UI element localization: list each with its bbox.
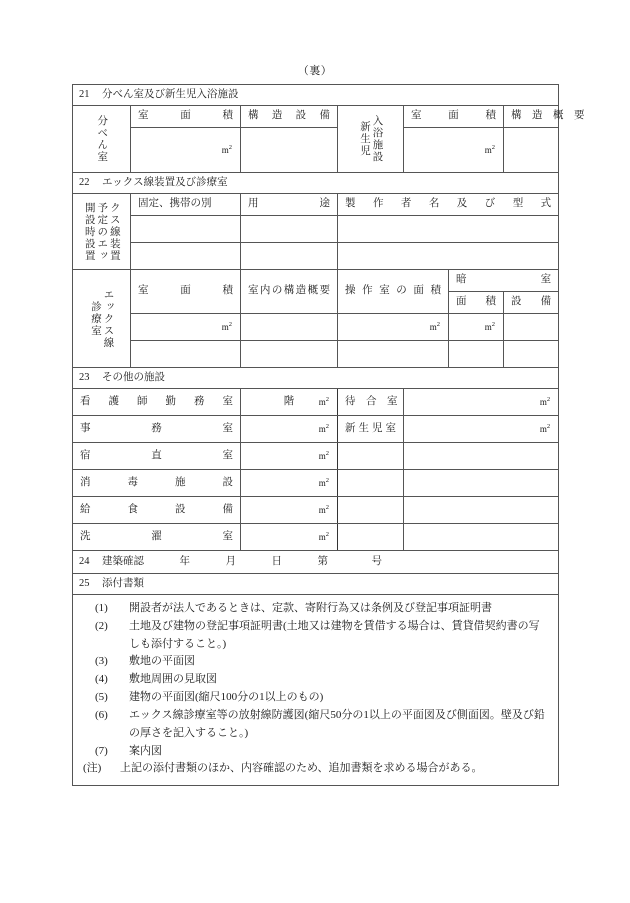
xray-device-purpose-header-left: 用 xyxy=(248,198,259,210)
planned-xray-device-label xyxy=(73,194,131,270)
xray-room-entry-row-2 xyxy=(73,341,559,368)
other-facility-value-right-4[interactable] xyxy=(404,497,559,524)
unit-sqm: $m^2$ xyxy=(484,320,495,332)
xray-control-room-area-input-2[interactable] xyxy=(338,341,449,368)
section-21-heading xyxy=(73,85,559,106)
section-25-header-row xyxy=(73,574,559,595)
other-facility-label-3: 消毒施設 xyxy=(73,470,241,497)
list-item xyxy=(83,689,548,707)
other-facility-value-0[interactable] xyxy=(241,389,338,416)
unit-sqm: $m^2$ xyxy=(539,395,551,407)
other-facility-value-3[interactable] xyxy=(241,470,338,497)
newborn-bath-label xyxy=(338,106,404,173)
other-facility-label-right-4[interactable] xyxy=(338,497,404,524)
other-facility-value-right-2[interactable] xyxy=(404,443,559,470)
other-facility-label-right-0: 待 合 室 xyxy=(338,389,404,416)
list-item xyxy=(83,618,548,654)
xray-device-maker-model-input-2[interactable] xyxy=(338,243,559,270)
attachment-note xyxy=(83,760,548,778)
xray-room-label-text-2: 診療室 xyxy=(90,300,101,337)
confirmation-number-suffix: 号 xyxy=(371,555,382,567)
attachment-note-marker: (注) xyxy=(83,762,102,775)
other-facility-label-right-2[interactable] xyxy=(338,443,404,470)
attachment-marker-1: (1) xyxy=(95,602,108,614)
confirmation-month-label: 月 xyxy=(225,555,236,567)
xray-device-purpose-input-2[interactable] xyxy=(241,243,338,270)
other-facility-label-2: 宿 直 室 xyxy=(73,443,241,470)
other-facility-label-right-5[interactable] xyxy=(338,524,404,551)
other-facility-value-5[interactable] xyxy=(241,524,338,551)
xray-room-label xyxy=(73,270,131,368)
section-24-title: 建築確認 xyxy=(102,555,144,567)
attachment-text-6: エックス線診療室等の放射線防護図(縮尺50分の1以上の平面図及び側面図。壁及び鉛の厚さを記入すること。) xyxy=(129,708,545,739)
xray-room-area-input[interactable] xyxy=(131,314,241,341)
newborn-bath-structure-input[interactable] xyxy=(504,128,559,173)
list-item xyxy=(83,600,548,618)
section-23-header-row xyxy=(73,368,559,389)
section-21-title: 分べん室及び新生児入浴施設 xyxy=(102,88,239,100)
attachment-marker-5: (5) xyxy=(95,691,108,704)
attachment-text-1: 開設者が法人であるときは、定款、寄附行為又は条例及び登記事項証明書 xyxy=(129,602,492,614)
section-25-title: 添付書類 xyxy=(102,577,144,589)
darkroom-area-input[interactable] xyxy=(449,314,504,341)
xray-room-structure-input[interactable] xyxy=(241,314,338,341)
xray-room-area-input-2[interactable] xyxy=(131,341,241,368)
xray-device-purpose-input-1[interactable] xyxy=(241,216,338,243)
building-confirmation-row[interactable] xyxy=(73,551,559,574)
other-facility-value-4[interactable] xyxy=(241,497,338,524)
attachment-text-3: 敷地の平面図 xyxy=(129,655,195,668)
xray-device-type-header: 固定、携帯の別 xyxy=(131,194,241,216)
newborn-bath-label-text-1: 入浴施設 xyxy=(371,115,383,163)
attachment-marker-2: (2) xyxy=(95,619,108,632)
section-23-title: その他の施設 xyxy=(102,371,165,383)
darkroom-group-header xyxy=(449,270,559,292)
unit-sqm: $m^2$ xyxy=(318,395,329,407)
section-21-column-header-row xyxy=(73,106,559,128)
xray-device-type-input-2[interactable] xyxy=(131,243,241,270)
unit-sqm: $m^2$ xyxy=(318,503,329,515)
xray-room-entry-row-1 xyxy=(73,314,559,341)
attachment-list xyxy=(73,595,559,786)
xray-device-entry-row-2 xyxy=(73,243,559,270)
attachment-text-7: 案内図 xyxy=(129,744,162,757)
delivery-room-label xyxy=(73,106,131,173)
other-facility-label-1: 事 務 室 xyxy=(73,416,241,443)
delivery-room-structure-header: 構 造 設 備 xyxy=(241,106,338,128)
list-item xyxy=(83,707,548,743)
section-22-number: 22 xyxy=(79,176,90,188)
darkroom-area-input-2[interactable] xyxy=(449,341,504,368)
planned-xray-device-label-text-1: クス線装置 xyxy=(108,201,120,262)
unit-sqm: $m^2$ xyxy=(539,422,551,434)
darkroom-equipment-input[interactable] xyxy=(504,314,559,341)
xray-device-entry-row-1 xyxy=(73,216,559,243)
unit-sqm: $m^2$ xyxy=(318,422,329,434)
section-21-entry-row xyxy=(73,128,559,173)
list-item xyxy=(83,743,548,761)
confirmation-year-label: 年 xyxy=(179,555,190,567)
xray-control-room-area-header: 操作室の面積 xyxy=(338,270,449,314)
attachment-marker-7: (7) xyxy=(95,744,108,757)
attachment-text-5: 建物の平面図(縮尺100分の1以上のもの) xyxy=(129,691,324,704)
other-facility-value-right-0[interactable] xyxy=(404,389,559,416)
table-row xyxy=(73,524,559,551)
xray-device-maker-model-input-1[interactable] xyxy=(338,216,559,243)
darkroom-group-header-left: 暗 xyxy=(456,274,467,286)
unit-sqm: $m^2$ xyxy=(484,143,495,155)
other-facility-value-right-3[interactable] xyxy=(404,470,559,497)
xray-room-area-header: 室 面 積 xyxy=(131,270,241,314)
section-23-number: 23 xyxy=(79,371,90,383)
unit-sqm: $m^2$ xyxy=(221,320,232,332)
section-24-number: 24 xyxy=(79,555,90,567)
attachment-text-4: 敷地周囲の見取図 xyxy=(129,673,217,686)
unit-sqm: $m^2$ xyxy=(318,449,329,461)
section-22-title: エックス線装置及び診療室 xyxy=(102,176,228,188)
unit-sqm: $m^2$ xyxy=(221,143,232,155)
xray-device-type-input-1[interactable] xyxy=(131,216,241,243)
attachment-marker-6: (6) xyxy=(95,708,108,721)
section-22-heading xyxy=(73,173,559,194)
newborn-bath-area-input[interactable] xyxy=(404,128,504,173)
delivery-room-area-input[interactable] xyxy=(131,128,241,173)
darkroom-equipment-header: 設 備 xyxy=(504,292,559,314)
confirmation-day-label: 日 xyxy=(271,555,282,567)
other-facility-label-right-3[interactable] xyxy=(338,470,404,497)
unit-sqm: $m^2$ xyxy=(318,476,329,488)
other-facility-value-1[interactable] xyxy=(241,416,338,443)
section-22-header-row xyxy=(73,173,559,194)
section-25-heading xyxy=(73,574,559,595)
planned-xray-device-label-text-2: 予定のエッ xyxy=(96,201,108,262)
darkroom-equipment-input-2[interactable] xyxy=(504,341,559,368)
newborn-bath-label-text-2: 新生児 xyxy=(359,121,370,157)
unit-sqm: $m^2$ xyxy=(429,320,440,332)
planned-xray-device-label-text-3: 開設時設置 xyxy=(83,201,95,262)
section-25-list-row xyxy=(73,595,559,786)
newborn-bath-structure-header: 構 造 概 要 xyxy=(504,106,559,128)
xray-room-structure-header: 室内の構造概要 xyxy=(241,270,338,314)
table-row xyxy=(73,497,559,524)
page-side-label: （裏） xyxy=(297,65,333,77)
facility-form-table xyxy=(72,84,585,786)
xray-device-maker-model-header: 製 作 者 名 及 び 型 式 xyxy=(338,194,559,216)
section-25-number: 25 xyxy=(79,577,90,589)
delivery-room-area-header: 室 面 積 xyxy=(131,106,241,128)
xray-room-column-header-row xyxy=(73,270,559,292)
other-facility-label-5: 洗 濯 室 xyxy=(73,524,241,551)
xray-control-room-area-input[interactable] xyxy=(338,314,449,341)
floor-label: 階 xyxy=(283,395,295,407)
table-row xyxy=(73,416,559,443)
other-facility-label-4: 給食設備 xyxy=(73,497,241,524)
table-row xyxy=(73,443,559,470)
table-row xyxy=(73,470,559,497)
section-21-header-row xyxy=(73,85,559,106)
delivery-room-structure-input[interactable] xyxy=(241,128,338,173)
darkroom-group-header-right: 室 xyxy=(540,274,552,286)
attachment-text-2: 土地及び建物の登記事項証明書(土地又は建物を賃借する場合は、賃貸借契約書の写しも添付すること。) xyxy=(129,619,540,650)
attachment-marker-4: (4) xyxy=(95,673,108,686)
newborn-bath-area-header: 室 面 積 xyxy=(404,106,504,128)
other-facility-label-right-1: 新生児室 xyxy=(338,416,404,443)
section-23-heading xyxy=(73,368,559,389)
delivery-room-label-text: 分べん室 xyxy=(96,115,108,163)
xray-device-purpose-header xyxy=(241,194,338,216)
section-24-row xyxy=(73,551,559,574)
other-facility-value-right-1[interactable] xyxy=(404,416,559,443)
unit-sqm: $m^2$ xyxy=(318,530,329,542)
other-facility-value-right-5[interactable] xyxy=(404,524,559,551)
list-item xyxy=(83,671,548,689)
table-row xyxy=(73,389,559,416)
darkroom-area-header: 面 積 xyxy=(449,292,504,314)
xray-device-column-header-row xyxy=(73,194,559,216)
xray-room-structure-input-2[interactable] xyxy=(241,341,338,368)
xray-room-label-text-1: エックス線 xyxy=(102,288,114,349)
list-item xyxy=(83,653,548,671)
other-facility-value-2[interactable] xyxy=(241,443,338,470)
confirmation-number-prefix: 第 xyxy=(317,555,328,567)
xray-device-purpose-header-right: 途 xyxy=(319,198,330,210)
other-facility-label-0: 看護師勤務室 xyxy=(73,389,241,416)
attachment-note-text: 上記の添付書類のほか、内容確認のため、追加書類を求める場合がある。 xyxy=(120,762,483,775)
section-21-number: 21 xyxy=(79,88,90,100)
attachment-marker-3: (3) xyxy=(95,655,108,668)
